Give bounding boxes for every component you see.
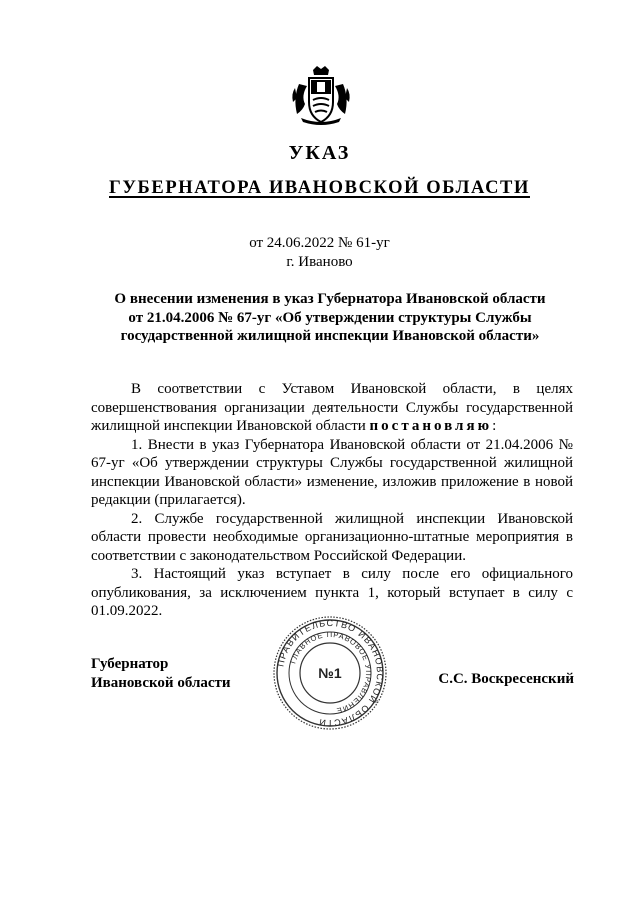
- intro-paragraph: В соответствии с Уставом Ивановской области, в целях совершенствования организации деятельности Службы государственной жилищной инспекции Ивановской области постановляю:: [91, 381, 573, 434]
- date-number: от 24.06.2022 № 61-уг: [249, 235, 390, 251]
- signatory-name: С.С. Воскресенский: [438, 671, 574, 687]
- item-3: 3. Настоящий указ вступает в силу после его официального опубликования, за исключением пункта 1, который вступает в силу с 01.09.2022.: [91, 566, 573, 619]
- stamp-number: №1: [318, 665, 342, 681]
- item-2: 2. Службе государственной жилищной инспекции Ивановской области провести необходимые организационно-штатные мероприятия в соответствии с законодательством Российской Федерации.: [91, 510, 573, 564]
- position-line-1: Губернатор: [91, 656, 169, 672]
- coat-of-arms-icon: [291, 64, 351, 126]
- issuer-heading: [0, 178, 639, 199]
- stamp-outer-text: ПРАВИТЕЛЬСТВО ИВАНОВСКОЙ ОБЛАСТИ: [275, 617, 386, 729]
- signatory-position: [91, 655, 231, 692]
- intro-text: В соответствии с Уставом Ивановской области, в целях совершенствования организации деятельности Службы государственной жилищной инспекции Ивановской области: [91, 381, 573, 434]
- position-line-2: Ивановской области: [91, 674, 231, 691]
- official-stamp: [271, 614, 389, 732]
- stamp-inner-text: ГЛАВНОЕ ПРАВОВОЕ УПРАВЛЕНИЕ: [288, 629, 374, 716]
- document-body: [91, 380, 573, 621]
- issuer-heading-text: ГУБЕРНАТОРА ИВАНОВСКОЙ ОБЛАСТИ: [109, 178, 530, 198]
- decree-word: постановляю: [369, 418, 493, 434]
- document-subject: О внесении изменения в указ Губернатора Ивановской области от 21.04.2006 № 67-уг «Об утверждении структуры Службы государственной жилищной инспекции Ивановской области»: [114, 291, 546, 344]
- city: г. Иваново: [286, 254, 353, 270]
- document-type: УКАЗ: [288, 142, 351, 164]
- item-1: 1. Внести в указ Губернатора Ивановской области от 21.04.2006 № 67-уг «Об утверждении структуры Службы государственной жилищной инспекции Ивановской области» изменение, изложив приложение в новой редакции (прилагается).: [91, 436, 573, 508]
